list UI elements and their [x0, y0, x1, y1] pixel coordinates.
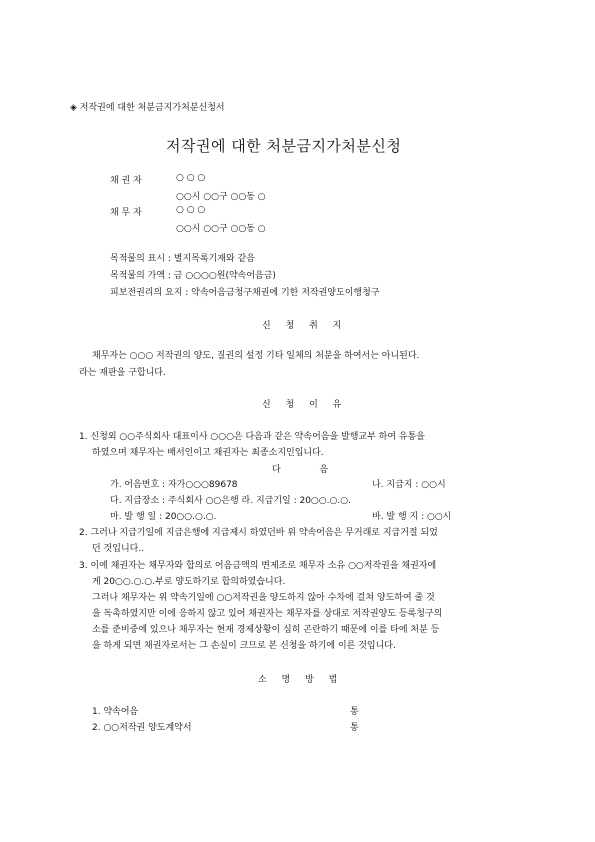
evidence-item-1-unit: 통 — [350, 707, 359, 717]
creditor-name: ○ ○ ○ — [176, 173, 206, 183]
reason-1-line-2: 하였으며 채무자는 배서인이고 채권자는 최종소지인입니다. — [92, 448, 324, 458]
reason-para-line-4: 을 하게 되면 채권자로서는 그 손실이 크므로 본 신청을 하기에 이른 것입니다. — [92, 641, 396, 651]
purpose-line-2: 라는 재판을 구합니다. — [79, 368, 166, 378]
note-item-na: 나. 지급지 : ○○시 — [372, 480, 446, 490]
reason-para-line-2: 을 독촉하였지만 이에 응하지 않고 있어 채권자는 채무자를 상대로 저작권양도 등록청구의 — [92, 609, 443, 619]
reason-3-line-1: 3. 이에 채권자는 채무자와 합의로 어음금액의 변제조로 채무자 소유 ○○저작권을 채권자에 — [79, 561, 437, 571]
creditor-address: ○○시 ○○구 ○○동 ○ — [176, 192, 266, 202]
object-display: 목적물의 표시 : 별지목록기재와 같음 — [110, 254, 255, 264]
reason-para-line-1: 그러나 채무자는 위 약속기일에 ○○저작권을 양도하지 않아 수차에 걸쳐 양도하여 줄 것 — [92, 593, 435, 603]
object-value: 목적물의 가액 : 금 ○○○○원(약속어음금) — [110, 271, 276, 281]
evidence-item-1-label: 1. 약속어음 — [92, 707, 139, 717]
reason-1-line-1: 1. 신청외 ○○주식회사 대표이사 ○○○은 다음과 같은 약속어음을 발행교부 하여 유통을 — [79, 432, 425, 442]
evidence-heading: 소 명 방 법 — [258, 675, 344, 685]
page-title: 저작권에 대한 처분금지가처분신청 — [166, 137, 402, 155]
header-note: ◈ 저작권에 대한 처분금지가처분신청서 — [70, 103, 225, 113]
reasons-heading: 신 청 이 유 — [262, 400, 348, 410]
reason-3-line-2: 게 20○○.○.○.부로 양도하기로 합의하였습니다. — [92, 577, 286, 587]
evidence-item-2-unit: 통 — [350, 723, 359, 733]
debtor-label: 채 무 자 — [110, 208, 142, 218]
debtor-name: ○ ○ ○ — [176, 205, 206, 215]
evidence-item-2-label: 2. ○○저작권 양도계약서 — [92, 723, 192, 733]
note-item-da: 다. 지급장소 : 주식회사 ○○은행 라. 지급기일 : 20○○.○.○. — [110, 496, 351, 506]
purpose-heading: 신 청 취 지 — [262, 321, 348, 331]
reason-2-line-2: 던 것입니다.. — [92, 544, 145, 554]
preserved-right-summary: 피보전권리의 요지 : 약속어음금청구채권에 기한 저작권양도이행청구 — [110, 288, 380, 298]
debtor-address: ○○시 ○○구 ○○동 ○ — [176, 224, 266, 234]
note-item-ga: 가. 어음번호 : 자가○○○89678 — [110, 480, 238, 490]
creditor-label: 채 권 자 — [110, 176, 142, 186]
next-label: 다 음 — [272, 465, 347, 475]
note-item-ma: 마. 발 행 일 : 20○○.○.○. — [110, 512, 217, 522]
reason-2-line-1: 2. 그러나 지급기일에 지급은행에 지급제시 하였던바 위 약속어음은 무거래로 지급거절 되었 — [79, 528, 438, 538]
note-item-ba: 바. 발 행 지 : ○○시 — [372, 512, 452, 522]
reason-para-line-3: 소를 준비중에 있으나 채무자는 현재 경제상황이 심히 곤란하기 때문에 이를 타에 처분 등 — [92, 625, 440, 635]
purpose-line-1: 채무자는 ○○○ 저작권의 양도, 질권의 설정 기타 일체의 처분을 하여서는 아니된다. — [92, 351, 420, 361]
